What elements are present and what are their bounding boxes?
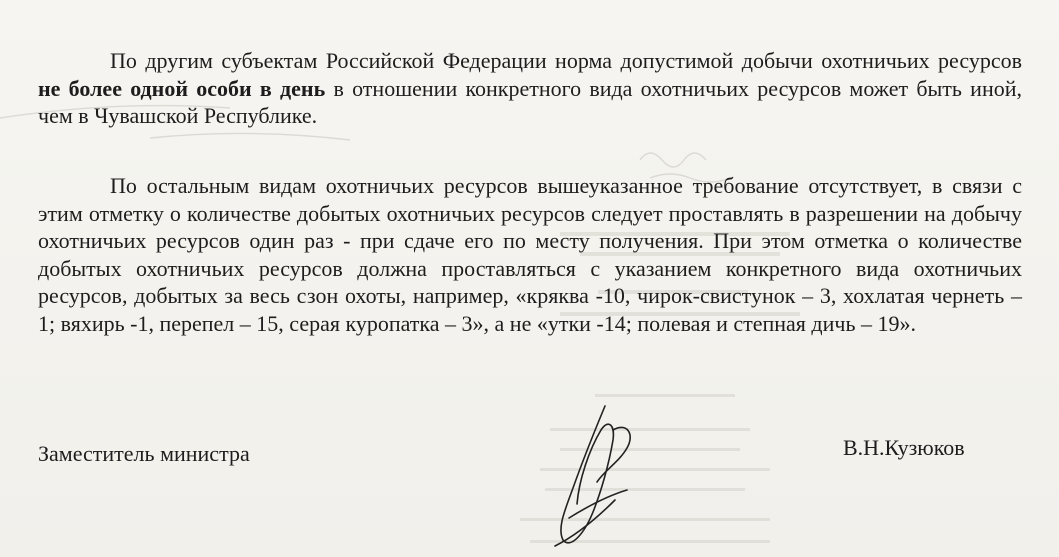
paragraph-other-species: По остальным видам охотничьих ресурсов вышеуказанное требование отсутствует, в связи с этим отметку о количестве добытых охотничьих ресурсов следует проставлять в разрешении на добычу охотничьих ресурсов один раз - при сдаче его по месту получения. При этом отметка о количестве добытых охотничьих ресурсов должна проставляться с указанием конкретного вида охотничьих ресурсов, добытых за весь сзон охоты, например, «кряква -10, чирок-свистунок – 3, хохлатая чернеть – 1; вяхирь -1, перепел – 15, серая куропатка – 3», а не «утки -14; полевая и степная дичь – 19». bbox=[38, 173, 1022, 336]
paragraph-1-end: в отношении конкретного вида охотничьих ресурсов может быть иной, чем в Чувашской Республике. bbox=[38, 75, 1022, 128]
handwritten-signature bbox=[535, 400, 645, 550]
signer-position: Заместитель министра bbox=[38, 441, 250, 466]
paragraph-daily-limit bbox=[38, 47, 1022, 130]
signer-name: В.Н.Кузюков bbox=[843, 435, 965, 460]
paragraph-1-start: По другим субъектам Российской Федерации норма допустимой добычи охотничьих ресурсов bbox=[110, 48, 1022, 73]
paragraph-1-emphasis: не более одной особи в день bbox=[38, 75, 326, 101]
